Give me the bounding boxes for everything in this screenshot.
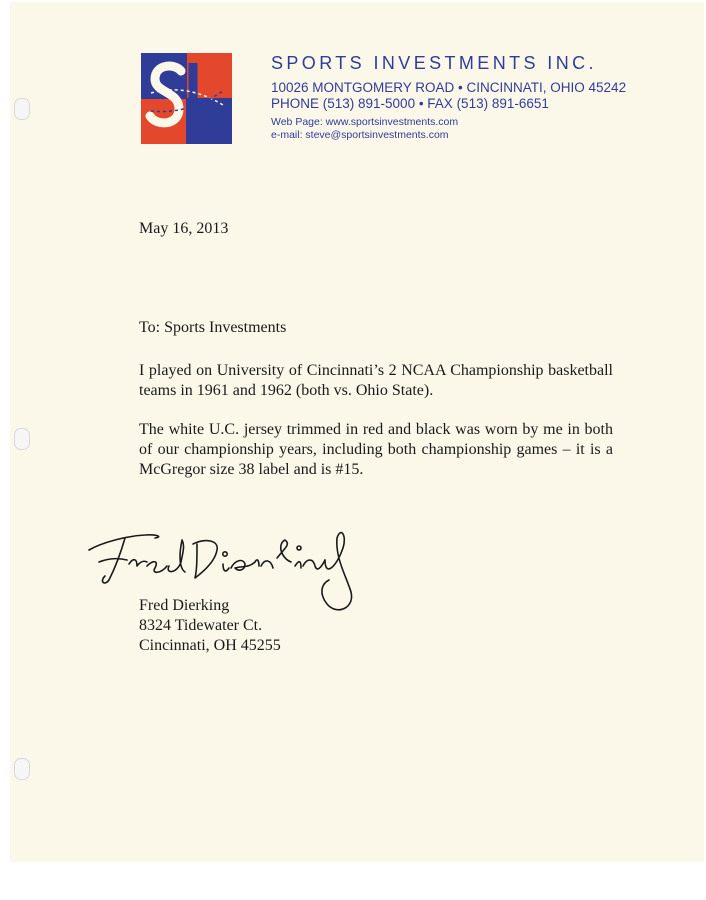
company-web-page: Web Page: www.sportsinvestments.com [271,116,459,128]
company-address: 10026 MONTGOMERY ROAD • CINCINNATI, OHIO 45242 [271,80,627,95]
letter-paragraph: The white U.C. jersey trimmed in red and black was worn by me in both of our championship years, including both championship games – it is a McGregor size 38 label and is #15. [139,421,613,478]
letter-paragraph: I played on University of Cincinnati’s 2 NCAA Championship basketball teams in 1961 and 1962 (both vs. Ohio State). [139,362,613,399]
company-name: SPORTS INVESTMENTS INC. [271,53,597,73]
letter-greeting: To: Sports Investments [139,319,287,336]
signer-city: Cincinnati, OH 45255 [139,637,281,654]
letter-date: May 16, 2013 [139,220,229,237]
binder-hole [14,428,30,450]
signer-street: 8324 Tidewater Ct. [139,617,263,634]
binder-hole [14,98,30,120]
binder-hole [14,758,30,780]
signer-name: Fred Dierking [139,597,230,614]
company-logo [141,53,232,144]
company-phone-fax: PHONE (513) 891-5000 • FAX (513) 891-6651 [271,96,549,111]
company-email: e-mail: steve@sportsinvestments.com [271,129,449,141]
